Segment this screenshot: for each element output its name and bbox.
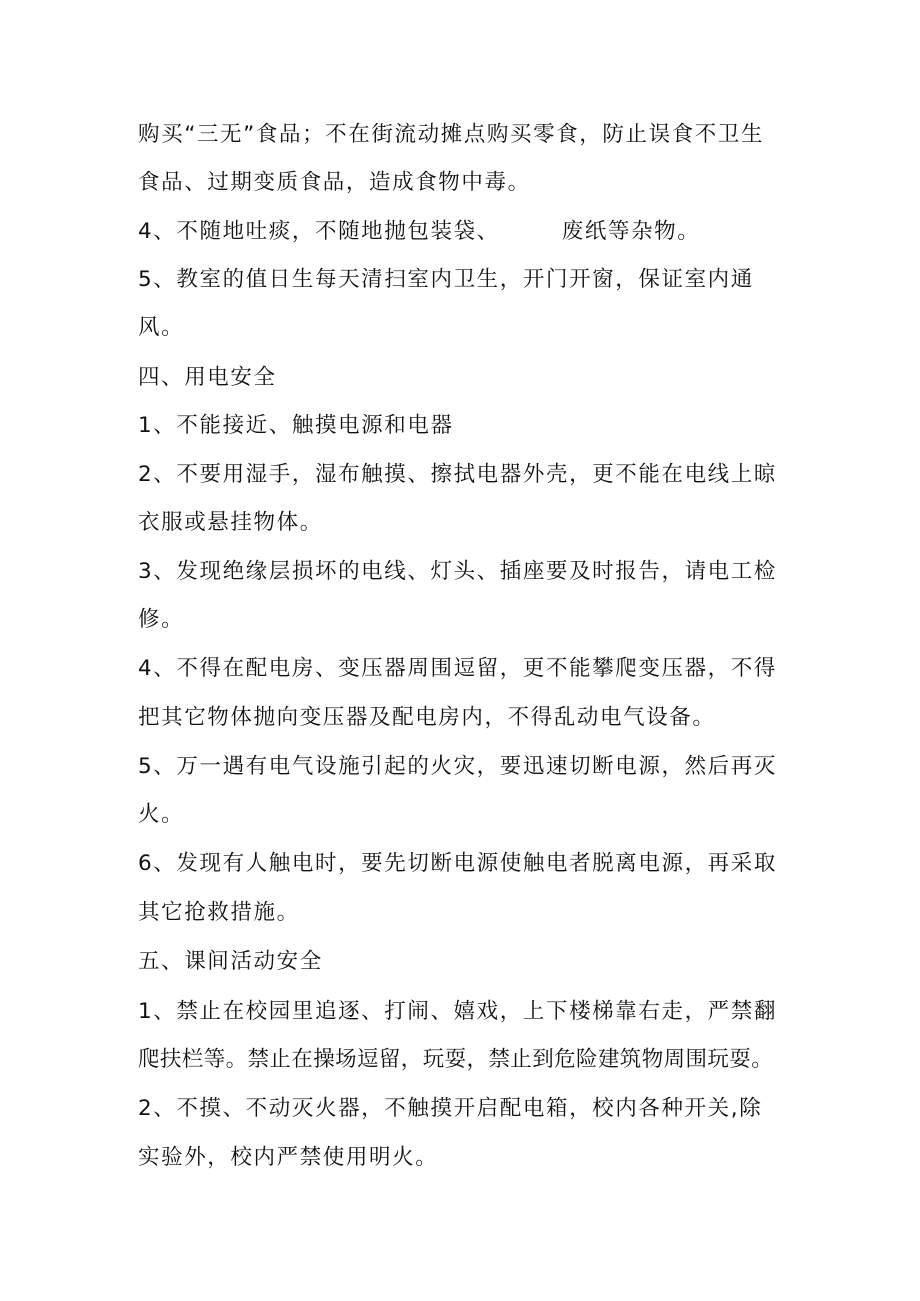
text-line: 爬扶栏等。禁止在操场逗留，玩耍，禁止到危险建筑物周围玩耍。	[138, 1047, 774, 1072]
text-line: 火。	[138, 802, 185, 827]
text-line: 5、教室的值日生每天清扫室内卫生，开门开窗，保证室内通	[138, 267, 754, 292]
text-line: 实验外，校内严禁使用明火。	[138, 1145, 439, 1170]
text-line: 衣服或悬挂物体。	[138, 510, 323, 535]
text-segment: 4、不随地吐痰，不随地抛包装袋、	[138, 219, 500, 244]
text-line: 其它抢救措施。	[138, 900, 300, 925]
text-line: 修。	[138, 607, 185, 632]
text-line: 1、禁止在校园里追逐、打闹、嬉戏，上下楼梯靠右走，严禁翻	[138, 999, 777, 1024]
text-line: 购买“三无”食品；不在街流动摊点购买零食，防止误食不卫生	[138, 122, 765, 147]
text-line	[138, 217, 700, 247]
section-heading: 五、课间活动安全	[138, 949, 323, 974]
text-line: 风。	[138, 315, 185, 340]
text-segment: 废纸等杂物。	[561, 219, 701, 244]
text-line: 4、不得在配电房、变压器周围逗留，更不能攀爬变压器，不得	[138, 656, 777, 681]
text-line: 6、发现有人触电时，要先切断电源使触电者脱离电源，再采取	[138, 851, 777, 876]
text-line: 5、万一遇有电气设施引起的火灾，要迅速切断电源，然后再灭	[138, 754, 777, 779]
section-heading: 四、用电安全	[138, 365, 277, 390]
text-line: 1、不能接近、触摸电源和电器	[138, 413, 454, 438]
text-line: 把其它物体抛向变压器及配电房内，不得乱动电气设备。	[138, 705, 716, 730]
text-line: 食品、过期变质食品，造成食物中毒。	[138, 170, 531, 195]
text-line: 3、发现绝缘层损坏的电线、灯头、插座要及时报告，请电工检	[138, 559, 777, 584]
text-line: 2、不摸、不动灭火器，不触摸开启配电箱，校内各种开关,除	[138, 1096, 763, 1121]
text-line: 2、不要用湿手，湿布触摸、擦拭电器外壳，更不能在电线上晾	[138, 462, 777, 487]
